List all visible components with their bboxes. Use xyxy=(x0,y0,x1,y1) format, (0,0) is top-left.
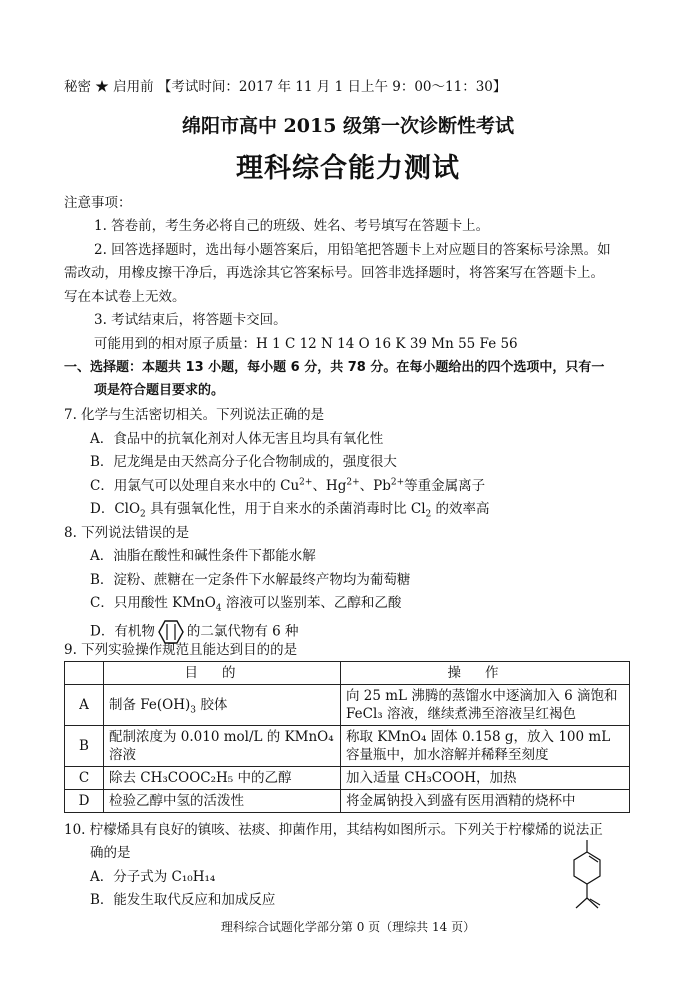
table-header-cell xyxy=(65,662,104,685)
row-operation: 向 25 mL 沸腾的蒸馏水中逐滴加入 6 滴饱和 FeCl₃ 溶液，继续煮沸至溶液呈红褐色 xyxy=(341,685,630,726)
limonene-structure-icon xyxy=(562,838,612,918)
row-goal: 除去 CH₃COOC₂H₅ 中的乙醇 xyxy=(104,767,341,790)
option-c: C．只用酸性 KMnO$_4$ 溶液可以鉴别苯、乙醇和乙酸 xyxy=(90,595,402,614)
option-b: B．能发生取代反应和加成反应 xyxy=(90,892,276,908)
notice-item: 1. 答卷前，考生务必将自己的班级、姓名、考号填写在答题卡上。 xyxy=(94,218,490,234)
confidential-header: 秘密 ★ 启用前 【考试时间：2017 年 11 月 1 日上午 9：00～11：30】 xyxy=(64,79,507,95)
question-stem: 9. 下列实验操作规范且能达到目的的是 xyxy=(64,642,298,658)
option-d: D．有机物 的二氯代物有 6 种 xyxy=(90,619,299,645)
row-goal: 配制浓度为 0.010 mol/L 的 KMnO₄溶液 xyxy=(104,726,341,767)
notice-item: 3. 考试结束后，将答题卡交回。 xyxy=(94,312,287,328)
notice-heading: 注意事项： xyxy=(64,195,132,211)
row-operation: 加入适量 CH₃COOH，加热 xyxy=(341,767,630,790)
row-key: B xyxy=(65,726,104,767)
row-operation: 将金属钠投入到盛有医用酒精的烧杯中 xyxy=(341,790,630,813)
row-goal: 检验乙醇中氢的活泼性 xyxy=(104,790,341,813)
option-a: A．油脂在酸性和碱性条件下都能水解 xyxy=(90,548,316,564)
atomic-masses: 可能用到的相对原子质量：H 1 C 12 N 14 O 16 K 39 Mn 55 Fe 56 xyxy=(94,336,518,352)
table-row xyxy=(65,685,630,726)
option-b: B．淀粉、蔗糖在一定条件下水解最终产物均为葡萄糖 xyxy=(90,572,411,588)
question-stem: 确的是 xyxy=(90,845,131,861)
table-row xyxy=(65,767,630,790)
section-heading: 项是符合题目要求的。 xyxy=(94,383,225,398)
option-b: B．尼龙绳是由天然高分子化合物制成的，强度很大 xyxy=(90,454,397,470)
row-key: C xyxy=(65,767,104,790)
option-a: A．分子式为 C₁₀H₁₄ xyxy=(90,869,216,885)
question-stem: 7. 化学与生活密切相关。下列说法正确的是 xyxy=(64,407,325,423)
section-heading: 一、选择题：本题共 13 小题，每小题 6 分，共 78 分。在每小题给出的四个选项中，只有一 xyxy=(64,360,605,375)
question-stem: 10. 柠檬烯具有良好的镇咳、祛痰、抑菌作用，其结构如图所示。下列关于柠檬烯的说法正 xyxy=(64,822,603,838)
table-header-cell: 目的 xyxy=(104,662,341,685)
notice-item: 需改动，用橡皮擦干净后，再选涂其它答案标号。回答非选择题时，将答案写在答题卡上。 xyxy=(64,265,604,281)
exam-title: 绵阳市高中 2015 级第一次诊断性考试 xyxy=(181,115,515,137)
notice-item: 2. 回答选择题时，选出每小题答案后，用铅笔把答题卡上对应题目的答案标号涂黑。如 xyxy=(94,242,611,258)
question-stem: 8. 下列说法错误的是 xyxy=(64,525,190,541)
subject-title: 理科综合能力测试 xyxy=(236,153,460,184)
page-footer: 理科综合试题化学部分第 0 页（理综共 14 页） xyxy=(220,920,476,934)
option-a: A．食品中的抗氧化剂对人体无害且均具有氧化性 xyxy=(90,431,384,447)
option-c: C．用氯气可以处理自来水中的 $Cu^{2+}$、$Hg^{2+}$、$Pb^{2+}$等重金属离子 xyxy=(90,477,486,494)
row-goal: 制备 $Fe(OH)_3$ 胶体 xyxy=(104,685,341,726)
notice-item: 写在本试卷上无效。 xyxy=(64,289,186,305)
table-row xyxy=(65,790,630,813)
table-row xyxy=(65,726,630,767)
table-header-row xyxy=(65,662,630,685)
experiment-table xyxy=(64,661,630,813)
option-d: D．ClO$_2$ 具有强氧化性，用于自来水的杀菌消毒时比 $Cl_2$ 的效率高 xyxy=(90,501,490,520)
row-operation: 称取 KMnO₄ 固体 0.158 g，放入 100 mL 容量瓶中，加水溶解并稀释至刻度 xyxy=(341,726,630,767)
table-header-cell: 操作 xyxy=(341,662,630,685)
row-key: A xyxy=(65,685,104,726)
row-key: D xyxy=(65,790,104,813)
